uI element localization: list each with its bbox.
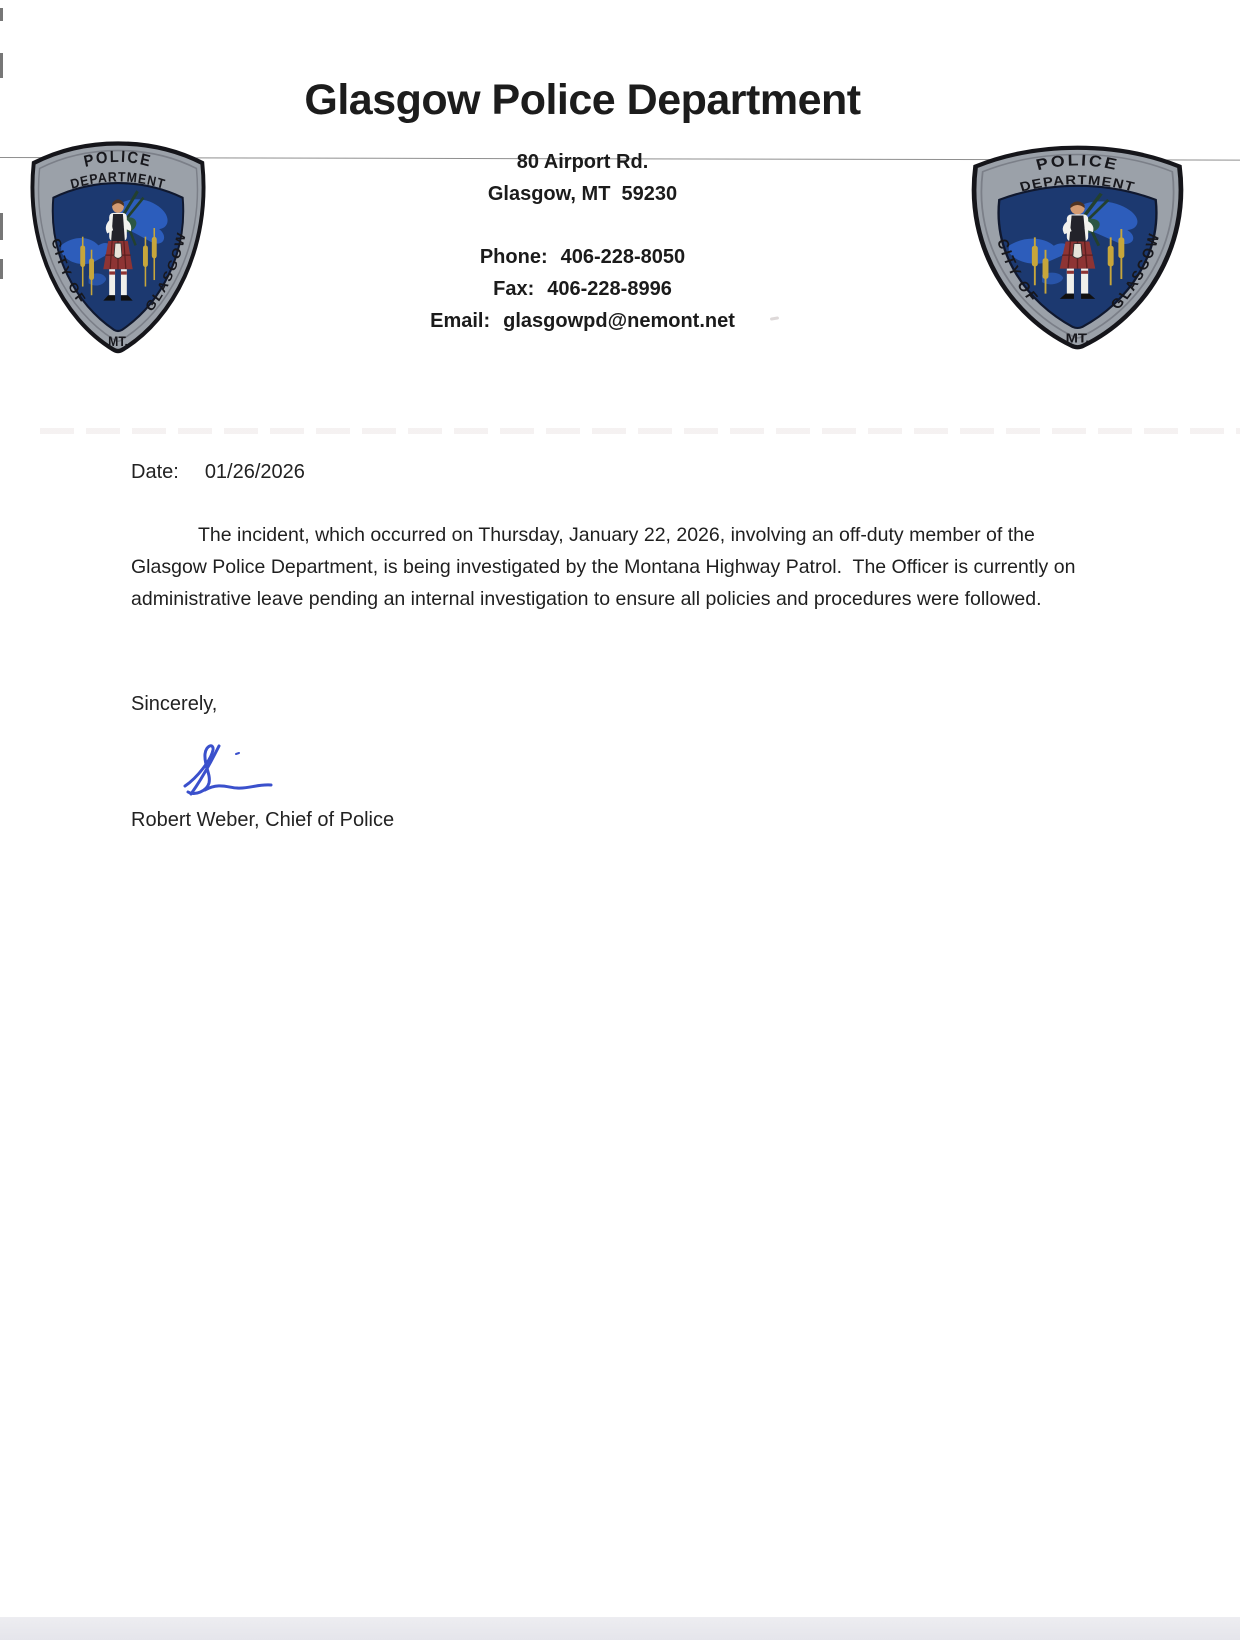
police-badge-left xyxy=(20,124,216,357)
scan-bottom-band xyxy=(0,1617,1240,1640)
body-line-3: administrative leave pending an internal investigation to ensure all policies and procedures were followed. xyxy=(131,588,1042,611)
address-line-2: Glasgow, MT 59230 xyxy=(487,183,678,205)
phone-label: Phone: xyxy=(479,246,548,268)
fax-value: 406-228-8996 xyxy=(547,278,672,300)
date-row xyxy=(131,461,305,484)
date-value: 01/26/2026 xyxy=(204,461,305,483)
scan-edge-mark xyxy=(0,53,3,78)
letterhead-title: Glasgow Police Department xyxy=(304,76,861,124)
date-label: Date: xyxy=(131,461,179,483)
scan-artifact-band xyxy=(40,428,1240,434)
scan-edge-mark xyxy=(0,213,3,240)
body-line-1: The incident, which occurred on Thursday, January 22, 2026, involving an off-duty member of the xyxy=(198,524,1035,546)
fax-label: Fax: xyxy=(493,278,535,300)
scan-edge-mark xyxy=(0,259,3,279)
scan-edge-mark xyxy=(0,8,3,21)
body-paragraph xyxy=(131,519,1091,616)
police-badge-right xyxy=(959,129,1196,353)
body-line-2: Glasgow Police Department, is being investigated by the Montana Highway Patrol. The Officer is currently on xyxy=(131,556,1076,579)
signature-ink xyxy=(179,740,285,802)
signer-name: Robert Weber, Chief of Police xyxy=(131,809,395,831)
phone-value: 406-228-8050 xyxy=(560,246,686,268)
email-value: glasgowpd@nemont.net xyxy=(503,310,735,332)
email-label: Email: xyxy=(430,310,491,332)
address-line-1: 80 Airport Rd. xyxy=(516,151,649,173)
closing-text: Sincerely, xyxy=(131,693,218,715)
